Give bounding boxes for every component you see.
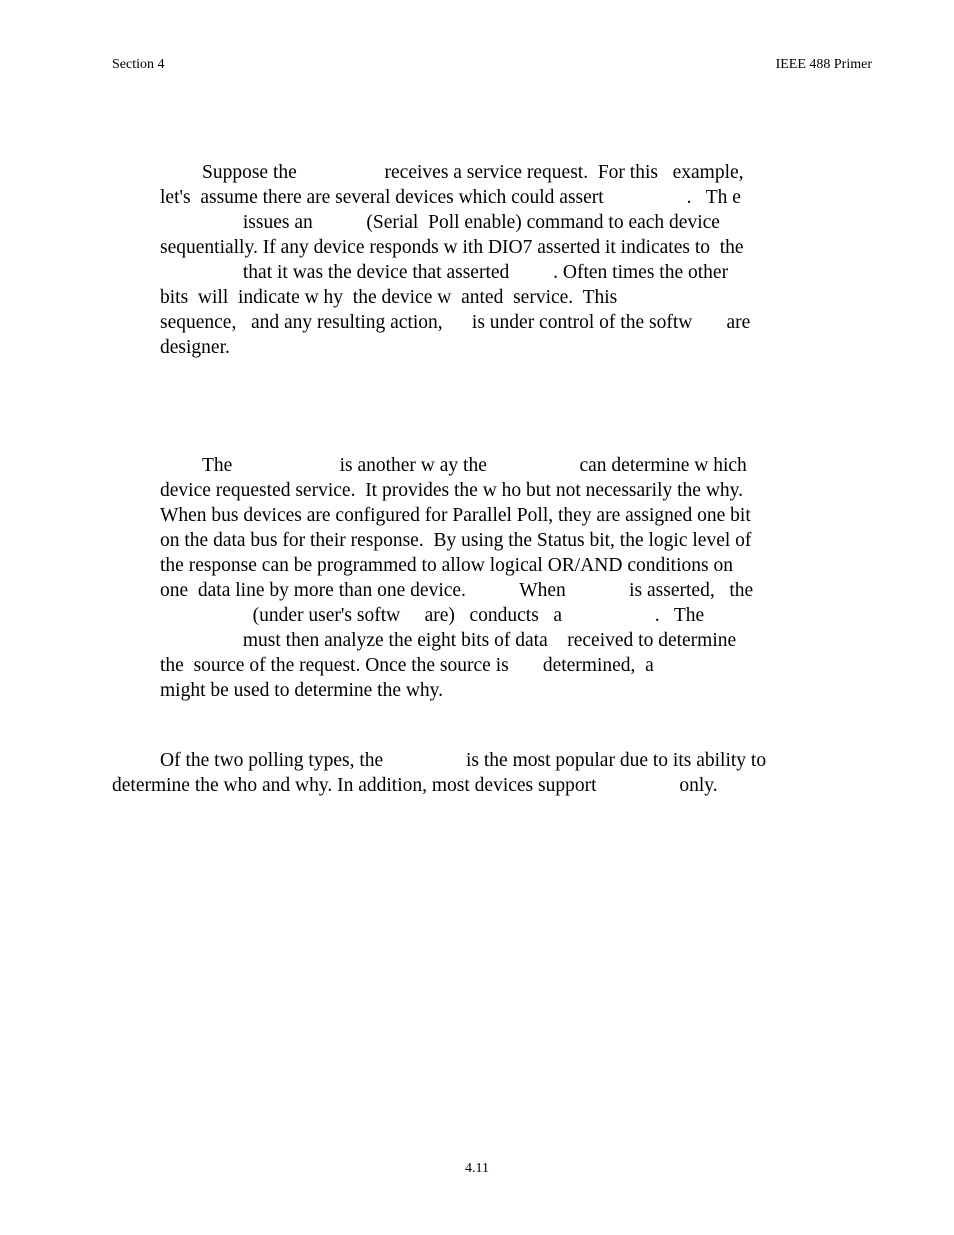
paragraph-line: (under user's softw are) conducts a . The <box>160 605 705 626</box>
paragraph-line: the response can be programmed to allow logical OR/AND conditions on <box>160 555 733 576</box>
paragraph-line: Of the two polling types, the is the most popular due to its ability to <box>160 750 767 771</box>
paragraph-line: sequence, and any resulting action, is under control of the softw are <box>160 312 751 333</box>
paragraph-line: device requested service. It provides the w ho but not necessarily the why. <box>160 480 744 501</box>
paragraph-line: issues an (Serial Poll enable) command to each device <box>160 212 720 233</box>
page-number: 4.11 <box>465 1161 489 1176</box>
paragraph-line: bits will indicate w hy the device w anted service. This <box>160 287 618 308</box>
paragraph-line: might be used to determine the why. <box>160 680 444 701</box>
paragraph-line: the source of the request. Once the source is determined, a <box>160 655 654 676</box>
paragraph-line: designer. <box>160 337 230 358</box>
paragraph-line: determine the who and why. In addition, most devices support only. <box>112 775 718 796</box>
paragraph-line: Suppose the receives a service request. For this example, <box>202 162 744 183</box>
paragraph-line: must then analyze the eight bits of data received to determine <box>160 630 737 651</box>
document-title: IEEE 488 Primer <box>775 57 872 72</box>
paragraph-line: sequentially. If any device responds w ith DIO7 asserted it indicates to the <box>160 237 744 258</box>
paragraph-line: that it was the device that asserted . Often times the other <box>160 262 729 283</box>
paragraph-line: let's assume there are several devices which could assert . Th e <box>160 187 741 208</box>
paragraph-line: one data line by more than one device. When is asserted, the <box>160 580 754 601</box>
paragraph-line: The is another w ay the can determine w hich <box>202 455 747 476</box>
paragraph-line: on the data bus for their response. By using the Status bit, the logic level of <box>160 530 752 551</box>
paragraph-line: When bus devices are configured for Parallel Poll, they are assigned one bit <box>160 505 751 526</box>
section-label: Section 4 <box>112 57 165 72</box>
